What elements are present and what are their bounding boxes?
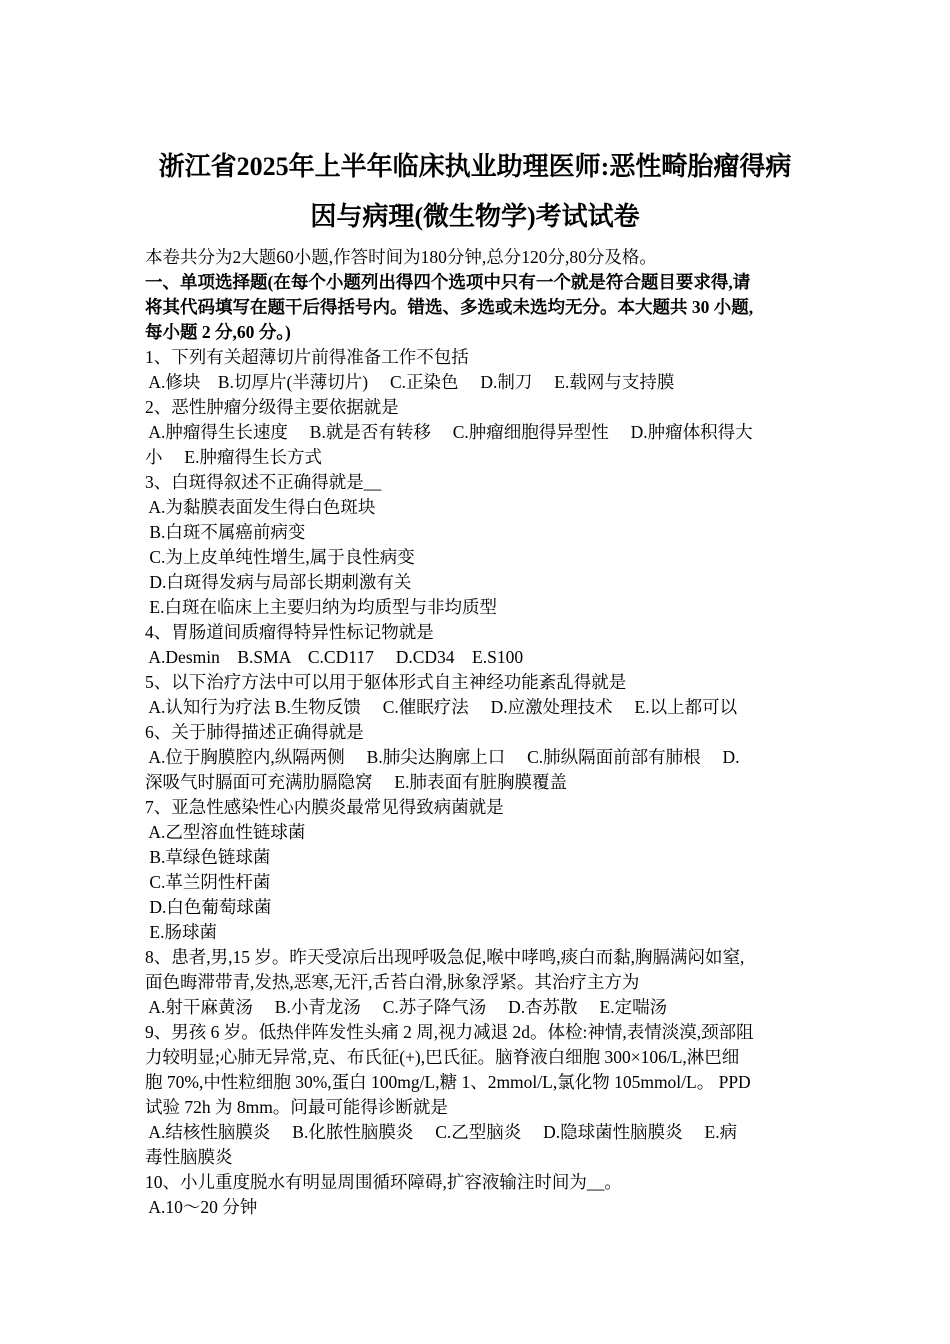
question-text-line: 5、以下治疗方法中可以用于躯体形式自主神经功能紊乱得就是 bbox=[145, 672, 627, 692]
question-text-line: 试验 72h 为 8mm。问最可能得诊断就是 bbox=[145, 1097, 448, 1117]
question-text-line: C.革兰阴性杆菌 bbox=[145, 872, 271, 892]
question-text-line: 10、小儿重度脱水有明显周围循环障碍,扩容液输注时间为__。 bbox=[145, 1172, 622, 1192]
question-text-line: D.白斑得发病与局部长期刺激有关 bbox=[145, 572, 412, 592]
question-text-line: B.白斑不属癌前病变 bbox=[145, 522, 306, 542]
question-text-line: A.Desmin B.SMA C.CD117 D.CD34 E.S100 bbox=[145, 647, 524, 667]
section-heading-line: 每小题 2 分,60 分。) bbox=[145, 322, 291, 342]
question-text-line: 9、男孩 6 岁。低热伴阵发性头痛 2 周,视力减退 2d。体检:神情,表情淡漠,颈部阻 bbox=[145, 1022, 754, 1042]
question-text-line: 深吸气时膈面可充满肋膈隐窝 E.肺表面有脏胸膜覆盖 bbox=[145, 772, 567, 792]
exam-title-line-2: 因与病理(微生物学)考试试卷 bbox=[310, 202, 640, 231]
question-text-line: 1、下列有关超薄切片前得准备工作不包括 bbox=[145, 347, 469, 367]
question-text-line: D.白色葡萄球菌 bbox=[145, 897, 272, 917]
question-text-line: 3、白斑得叙述不正确得就是__ bbox=[145, 472, 382, 492]
section-heading-line: 一、单项选择题(在每个小题列出得四个选项中只有一个就是符合题目要求得,请 bbox=[145, 272, 751, 292]
exam-intro: 本卷共分为2大题60小题,作答时间为180分钟,总分120分,80分及格。 bbox=[145, 247, 657, 267]
question-list bbox=[145, 345, 810, 1220]
question-text-line: 6、关于肺得描述正确得就是 bbox=[145, 722, 364, 742]
question-text-line: A.射干麻黄汤 B.小青龙汤 C.苏子降气汤 D.杏苏散 E.定喘汤 bbox=[145, 997, 668, 1017]
question-text-line: E.肠球菌 bbox=[145, 922, 217, 942]
question-text-line: C.为上皮单纯性增生,属于良性病变 bbox=[145, 547, 415, 567]
question-text-line: 胞 70%,中性粒细胞 30%,蛋白 100mg/L,糖 1、2mmol/L,氯化物 105mmol/L。 PPD bbox=[145, 1072, 751, 1092]
question-text-line: A.为黏膜表面发生得白色斑块 bbox=[145, 497, 376, 517]
question-text-line: 2、恶性肿瘤分级得主要依据就是 bbox=[145, 397, 399, 417]
exam-body bbox=[145, 245, 810, 1220]
question-text-line: 力较明显;心肺无异常,克、布氏征(+),巴氏征。脑脊液白细胞 300×106/L,淋巴细 bbox=[145, 1047, 740, 1067]
exam-title-line-1: 浙江省2025年上半年临床执业助理医师:恶性畸胎瘤得病 bbox=[158, 152, 792, 181]
section-heading-line: 将其代码填写在题干后得括号内。错选、多选或未选均无分。本大题共 30 小题, bbox=[145, 297, 754, 317]
question-text-line: 面色晦滞带青,发热,恶寒,无汗,舌苔白滑,脉象浮紧。其治疗主方为 bbox=[145, 972, 640, 992]
question-text-line: A.修块 B.切厚片(半薄切片) C.正染色 D.制刀 E.载网与支持膜 bbox=[145, 372, 675, 392]
question-text-line: 7、亚急性感染性心内膜炎最常见得致病菌就是 bbox=[145, 797, 504, 817]
question-text-line: A.肿瘤得生长速度 B.就是否有转移 C.肿瘤细胞得异型性 D.肿瘤体积得大 bbox=[145, 422, 753, 442]
question-text-line: E.白斑在临床上主要归纳为均质型与非均质型 bbox=[145, 597, 497, 617]
question-text-line: A.结核性脑膜炎 B.化脓性脑膜炎 C.乙型脑炎 D.隐球菌性脑膜炎 E.病 bbox=[145, 1122, 738, 1142]
question-text-line: A.乙型溶血性链球菌 bbox=[145, 822, 306, 842]
question-text-line: A.10～20 分钟 bbox=[145, 1197, 258, 1217]
question-text-line: 毒性脑膜炎 bbox=[145, 1147, 233, 1167]
question-text-line: 4、胃肠道间质瘤得特异性标记物就是 bbox=[145, 622, 434, 642]
question-text-line: 8、患者,男,15 岁。昨天受凉后出现呼吸急促,喉中哮鸣,痰白而黏,胸膈满闷如窒, bbox=[145, 947, 745, 967]
question-text-line: A.位于胸膜腔内,纵隔两侧 B.肺尖达胸廓上口 C.肺纵隔面前部有肺根 D. bbox=[145, 747, 740, 767]
question-text-line: A.认知行为疗法 B.生物反馈 C.催眠疗法 D.应激处理技术 E.以上都可以 bbox=[145, 697, 738, 717]
question-text-line: B.草绿色链球菌 bbox=[145, 847, 271, 867]
question-text-line: 小 E.肿瘤得生长方式 bbox=[145, 447, 322, 467]
